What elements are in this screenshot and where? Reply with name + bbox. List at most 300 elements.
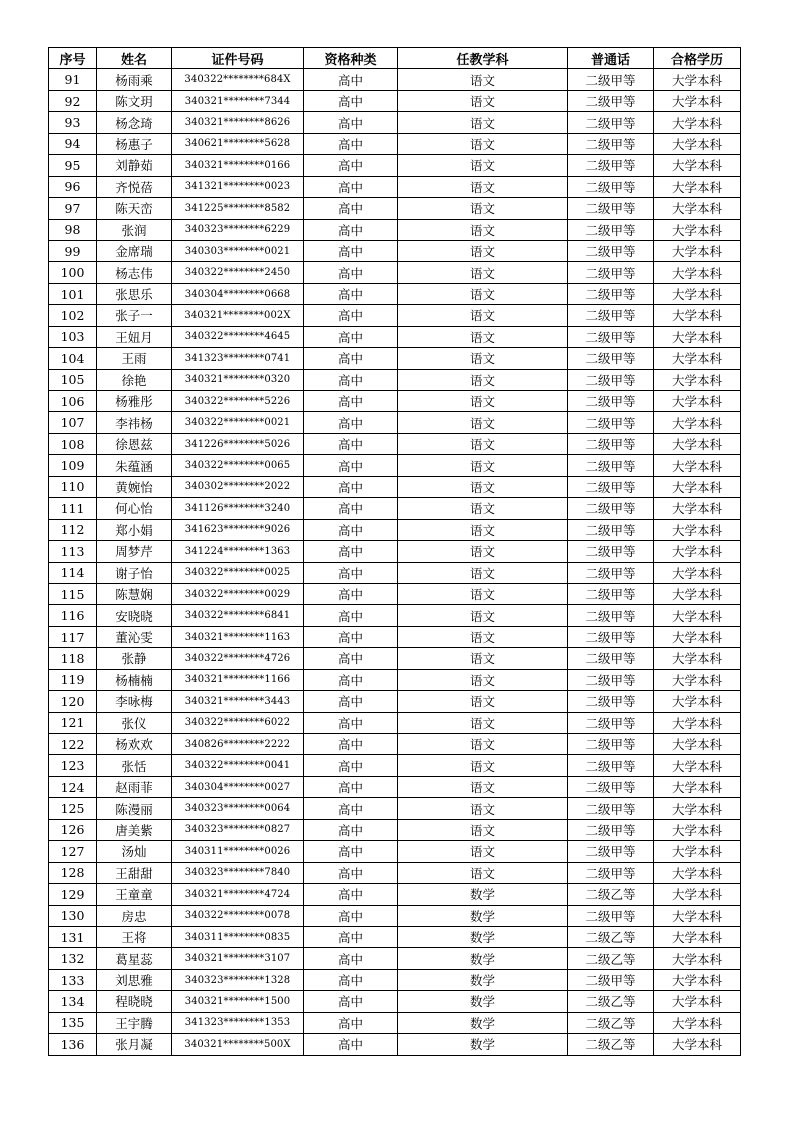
cell-id-number: 341225********8582 — [172, 198, 304, 219]
cell-id-number: 340304********0668 — [172, 283, 304, 304]
table-row — [49, 133, 741, 154]
cell-subject: 语文 — [398, 498, 568, 519]
cell-qualification-type: 高中 — [304, 991, 398, 1012]
cell-mandarin-level: 二级乙等 — [568, 991, 654, 1012]
cell-subject: 数学 — [398, 948, 568, 969]
cell-serial: 119 — [49, 669, 97, 690]
cell-id-number: 340321********1166 — [172, 669, 304, 690]
cell-name: 杨志伟 — [97, 262, 172, 283]
cell-education: 大学本科 — [654, 519, 741, 540]
cell-name: 杨念琦 — [97, 112, 172, 133]
cell-name: 张月凝 — [97, 1034, 172, 1055]
cell-mandarin-level: 二级甲等 — [568, 348, 654, 369]
cell-mandarin-level: 二级甲等 — [568, 776, 654, 797]
cell-name: 杨惠子 — [97, 133, 172, 154]
header-education: 合格学历 — [654, 48, 741, 69]
cell-name: 杨楠楠 — [97, 669, 172, 690]
cell-name: 陈天峦 — [97, 198, 172, 219]
table-row — [49, 283, 741, 304]
cell-education: 大学本科 — [654, 669, 741, 690]
cell-serial: 121 — [49, 712, 97, 733]
cell-qualification-type: 高中 — [304, 819, 398, 840]
cell-qualification-type: 高中 — [304, 884, 398, 905]
cell-education: 大学本科 — [654, 712, 741, 733]
cell-serial: 131 — [49, 926, 97, 947]
cell-subject: 语文 — [398, 283, 568, 304]
cell-qualification-type: 高中 — [304, 583, 398, 604]
cell-subject: 语文 — [398, 712, 568, 733]
table-row — [49, 519, 741, 540]
cell-mandarin-level: 二级甲等 — [568, 433, 654, 454]
cell-education: 大学本科 — [654, 776, 741, 797]
cell-education: 大学本科 — [654, 391, 741, 412]
cell-id-number: 340322********6841 — [172, 605, 304, 626]
cell-mandarin-level: 二级甲等 — [568, 669, 654, 690]
cell-name: 葛星蕊 — [97, 948, 172, 969]
table-row — [49, 112, 741, 133]
cell-education: 大学本科 — [654, 283, 741, 304]
cell-serial: 125 — [49, 798, 97, 819]
cell-serial: 92 — [49, 90, 97, 111]
cell-mandarin-level: 二级甲等 — [568, 198, 654, 219]
cell-serial: 123 — [49, 755, 97, 776]
cell-qualification-type: 高中 — [304, 541, 398, 562]
cell-serial: 118 — [49, 648, 97, 669]
table-row — [49, 433, 741, 454]
table-row — [49, 305, 741, 326]
cell-id-number: 340321********7344 — [172, 90, 304, 111]
cell-education: 大学本科 — [654, 348, 741, 369]
cell-mandarin-level: 二级甲等 — [568, 176, 654, 197]
cell-education: 大学本科 — [654, 1034, 741, 1055]
table-row — [49, 583, 741, 604]
cell-qualification-type: 高中 — [304, 1034, 398, 1055]
cell-name: 王雨 — [97, 348, 172, 369]
cell-qualification-type: 高中 — [304, 841, 398, 862]
cell-subject: 数学 — [398, 991, 568, 1012]
table-row — [49, 626, 741, 647]
cell-name: 唐美紫 — [97, 819, 172, 840]
cell-education: 大学本科 — [654, 455, 741, 476]
cell-subject: 数学 — [398, 926, 568, 947]
cell-mandarin-level: 二级甲等 — [568, 712, 654, 733]
cell-mandarin-level: 二级甲等 — [568, 133, 654, 154]
header-qualification-type: 资格种类 — [304, 48, 398, 69]
cell-serial: 104 — [49, 348, 97, 369]
cell-qualification-type: 高中 — [304, 133, 398, 154]
cell-id-number: 340323********1328 — [172, 969, 304, 990]
table-row — [49, 691, 741, 712]
cell-mandarin-level: 二级甲等 — [568, 90, 654, 111]
cell-education: 大学本科 — [654, 219, 741, 240]
table-row — [49, 648, 741, 669]
cell-education: 大学本科 — [654, 926, 741, 947]
cell-id-number: 340311********0835 — [172, 926, 304, 947]
cell-name: 王甜甜 — [97, 862, 172, 883]
cell-id-number: 340322********5226 — [172, 391, 304, 412]
cell-name: 李祎杨 — [97, 412, 172, 433]
cell-mandarin-level: 二级甲等 — [568, 583, 654, 604]
cell-name: 房忠 — [97, 905, 172, 926]
cell-subject: 数学 — [398, 1034, 568, 1055]
cell-serial: 105 — [49, 369, 97, 390]
cell-qualification-type: 高中 — [304, 669, 398, 690]
cell-mandarin-level: 二级甲等 — [568, 262, 654, 283]
cell-id-number: 340321********3443 — [172, 691, 304, 712]
cell-mandarin-level: 二级甲等 — [568, 112, 654, 133]
cell-name: 程晓晓 — [97, 991, 172, 1012]
table-row — [49, 412, 741, 433]
cell-serial: 122 — [49, 734, 97, 755]
cell-mandarin-level: 二级甲等 — [568, 455, 654, 476]
cell-mandarin-level: 二级甲等 — [568, 240, 654, 261]
cell-name: 张润 — [97, 219, 172, 240]
cell-subject: 语文 — [398, 541, 568, 562]
table-row — [49, 219, 741, 240]
cell-serial: 102 — [49, 305, 97, 326]
cell-name: 齐悦蓓 — [97, 176, 172, 197]
cell-education: 大学本科 — [654, 69, 741, 90]
cell-education: 大学本科 — [654, 626, 741, 647]
cell-name: 陈文玥 — [97, 90, 172, 111]
cell-serial: 114 — [49, 562, 97, 583]
cell-serial: 98 — [49, 219, 97, 240]
cell-qualification-type: 高中 — [304, 755, 398, 776]
cell-name: 周梦芹 — [97, 541, 172, 562]
cell-name: 谢子怡 — [97, 562, 172, 583]
cell-id-number: 341323********1353 — [172, 1012, 304, 1033]
cell-serial: 96 — [49, 176, 97, 197]
cell-qualification-type: 高中 — [304, 476, 398, 497]
cell-id-number: 340322********2450 — [172, 262, 304, 283]
cell-qualification-type: 高中 — [304, 240, 398, 261]
cell-id-number: 340322********4645 — [172, 326, 304, 347]
table-row — [49, 198, 741, 219]
cell-qualification-type: 高中 — [304, 969, 398, 990]
cell-name: 汤灿 — [97, 841, 172, 862]
cell-subject: 语文 — [398, 755, 568, 776]
cell-education: 大学本科 — [654, 1012, 741, 1033]
cell-name: 黄婉怡 — [97, 476, 172, 497]
cell-mandarin-level: 二级甲等 — [568, 562, 654, 583]
cell-mandarin-level: 二级甲等 — [568, 541, 654, 562]
table-row — [49, 562, 741, 583]
cell-education: 大学本科 — [654, 133, 741, 154]
cell-mandarin-level: 二级甲等 — [568, 369, 654, 390]
cell-education: 大学本科 — [654, 648, 741, 669]
cell-subject: 语文 — [398, 605, 568, 626]
cell-name: 张静 — [97, 648, 172, 669]
cell-id-number: 340322********0041 — [172, 755, 304, 776]
cell-qualification-type: 高中 — [304, 412, 398, 433]
cell-subject: 语文 — [398, 176, 568, 197]
cell-mandarin-level: 二级甲等 — [568, 819, 654, 840]
cell-qualification-type: 高中 — [304, 734, 398, 755]
table-row — [49, 712, 741, 733]
cell-subject: 语文 — [398, 433, 568, 454]
cell-id-number: 340321********0320 — [172, 369, 304, 390]
cell-education: 大学本科 — [654, 305, 741, 326]
cell-education: 大学本科 — [654, 991, 741, 1012]
cell-subject: 语文 — [398, 819, 568, 840]
cell-education: 大学本科 — [654, 198, 741, 219]
table-row — [49, 884, 741, 905]
header-row — [49, 48, 741, 69]
cell-name: 徐恩兹 — [97, 433, 172, 454]
cell-name: 刘静茹 — [97, 155, 172, 176]
table-row — [49, 841, 741, 862]
table-header — [49, 48, 741, 69]
cell-mandarin-level: 二级甲等 — [568, 69, 654, 90]
table-row — [49, 455, 741, 476]
cell-qualification-type: 高中 — [304, 69, 398, 90]
cell-id-number: 340621********5628 — [172, 133, 304, 154]
cell-qualification-type: 高中 — [304, 112, 398, 133]
cell-serial: 127 — [49, 841, 97, 862]
cell-name: 张子一 — [97, 305, 172, 326]
cell-education: 大学本科 — [654, 541, 741, 562]
cell-qualification-type: 高中 — [304, 691, 398, 712]
cell-qualification-type: 高中 — [304, 926, 398, 947]
cell-name: 朱蕴涵 — [97, 455, 172, 476]
cell-subject: 语文 — [398, 412, 568, 433]
cell-education: 大学本科 — [654, 734, 741, 755]
table-row — [49, 1012, 741, 1033]
cell-mandarin-level: 二级乙等 — [568, 948, 654, 969]
cell-subject: 语文 — [398, 798, 568, 819]
cell-mandarin-level: 二级乙等 — [568, 1012, 654, 1033]
cell-serial: 130 — [49, 905, 97, 926]
cell-name: 杨雨乘 — [97, 69, 172, 90]
cell-id-number: 340322********0029 — [172, 583, 304, 604]
cell-id-number: 340322********4726 — [172, 648, 304, 669]
cell-id-number: 340321********8626 — [172, 112, 304, 133]
header-name: 姓名 — [97, 48, 172, 69]
cell-serial: 109 — [49, 455, 97, 476]
cell-serial: 132 — [49, 948, 97, 969]
cell-mandarin-level: 二级甲等 — [568, 734, 654, 755]
cell-mandarin-level: 二级甲等 — [568, 862, 654, 883]
cell-serial: 135 — [49, 1012, 97, 1033]
cell-name: 董沁雯 — [97, 626, 172, 647]
cell-mandarin-level: 二级甲等 — [568, 691, 654, 712]
cell-subject: 语文 — [398, 240, 568, 261]
cell-qualification-type: 高中 — [304, 905, 398, 926]
cell-education: 大学本科 — [654, 262, 741, 283]
cell-id-number: 340304********0027 — [172, 776, 304, 797]
cell-education: 大学本科 — [654, 691, 741, 712]
cell-qualification-type: 高中 — [304, 712, 398, 733]
cell-subject: 语文 — [398, 776, 568, 797]
cell-serial: 103 — [49, 326, 97, 347]
cell-id-number: 340323********0827 — [172, 819, 304, 840]
cell-serial: 120 — [49, 691, 97, 712]
table-row — [49, 1034, 741, 1055]
table-row — [49, 498, 741, 519]
table-row — [49, 541, 741, 562]
cell-serial: 116 — [49, 605, 97, 626]
cell-qualification-type: 高中 — [304, 562, 398, 583]
cell-mandarin-level: 二级甲等 — [568, 412, 654, 433]
cell-subject: 数学 — [398, 969, 568, 990]
cell-qualification-type: 高中 — [304, 433, 398, 454]
cell-mandarin-level: 二级甲等 — [568, 476, 654, 497]
cell-mandarin-level: 二级甲等 — [568, 498, 654, 519]
table-row — [49, 605, 741, 626]
cell-name: 安晓晓 — [97, 605, 172, 626]
cell-subject: 语文 — [398, 90, 568, 111]
table-row — [49, 391, 741, 412]
table-row — [49, 926, 741, 947]
cell-qualification-type: 高中 — [304, 326, 398, 347]
cell-mandarin-level: 二级甲等 — [568, 283, 654, 304]
cell-education: 大学本科 — [654, 176, 741, 197]
cell-subject: 语文 — [398, 862, 568, 883]
cell-mandarin-level: 二级乙等 — [568, 1034, 654, 1055]
cell-name: 金席瑞 — [97, 240, 172, 261]
cell-education: 大学本科 — [654, 905, 741, 926]
cell-subject: 语文 — [398, 133, 568, 154]
cell-qualification-type: 高中 — [304, 369, 398, 390]
cell-education: 大学本科 — [654, 969, 741, 990]
cell-name: 王宇腾 — [97, 1012, 172, 1033]
table-row — [49, 948, 741, 969]
cell-serial: 110 — [49, 476, 97, 497]
cell-subject: 语文 — [398, 305, 568, 326]
cell-education: 大学本科 — [654, 583, 741, 604]
cell-id-number: 341224********1363 — [172, 541, 304, 562]
cell-serial: 134 — [49, 991, 97, 1012]
cell-subject: 语文 — [398, 455, 568, 476]
cell-qualification-type: 高中 — [304, 798, 398, 819]
table-row — [49, 776, 741, 797]
cell-id-number: 340323********7840 — [172, 862, 304, 883]
cell-id-number: 341623********9026 — [172, 519, 304, 540]
cell-qualification-type: 高中 — [304, 262, 398, 283]
cell-serial: 124 — [49, 776, 97, 797]
cell-name: 杨雅彤 — [97, 391, 172, 412]
cell-name: 李咏梅 — [97, 691, 172, 712]
cell-education: 大学本科 — [654, 498, 741, 519]
cell-qualification-type: 高中 — [304, 90, 398, 111]
cell-mandarin-level: 二级甲等 — [568, 155, 654, 176]
cell-mandarin-level: 二级甲等 — [568, 755, 654, 776]
cell-mandarin-level: 二级甲等 — [568, 648, 654, 669]
cell-name: 张仪 — [97, 712, 172, 733]
cell-education: 大学本科 — [654, 112, 741, 133]
cell-subject: 语文 — [398, 391, 568, 412]
cell-name: 郑小娟 — [97, 519, 172, 540]
table-row — [49, 905, 741, 926]
cell-qualification-type: 高中 — [304, 455, 398, 476]
cell-serial: 95 — [49, 155, 97, 176]
header-serial: 序号 — [49, 48, 97, 69]
cell-subject: 语文 — [398, 562, 568, 583]
cell-name: 王童童 — [97, 884, 172, 905]
table-row — [49, 369, 741, 390]
cell-id-number: 341321********0023 — [172, 176, 304, 197]
table-body — [49, 69, 741, 1055]
cell-id-number: 340826********2222 — [172, 734, 304, 755]
cell-qualification-type: 高中 — [304, 283, 398, 304]
table-row — [49, 90, 741, 111]
header-id-number: 证件号码 — [172, 48, 304, 69]
cell-serial: 136 — [49, 1034, 97, 1055]
cell-name: 王将 — [97, 926, 172, 947]
cell-education: 大学本科 — [654, 326, 741, 347]
cell-subject: 语文 — [398, 519, 568, 540]
cell-subject: 语文 — [398, 69, 568, 90]
cell-name: 张恬 — [97, 755, 172, 776]
cell-id-number: 340303********0021 — [172, 240, 304, 261]
cell-serial: 101 — [49, 283, 97, 304]
cell-qualification-type: 高中 — [304, 348, 398, 369]
cell-serial: 99 — [49, 240, 97, 261]
cell-subject: 语文 — [398, 841, 568, 862]
cell-qualification-type: 高中 — [304, 862, 398, 883]
cell-subject: 语文 — [398, 669, 568, 690]
cell-subject: 语文 — [398, 348, 568, 369]
cell-subject: 语文 — [398, 369, 568, 390]
cell-education: 大学本科 — [654, 476, 741, 497]
cell-subject: 语文 — [398, 155, 568, 176]
cell-serial: 129 — [49, 884, 97, 905]
cell-education: 大学本科 — [654, 412, 741, 433]
cell-serial: 112 — [49, 519, 97, 540]
cell-subject: 语文 — [398, 734, 568, 755]
cell-name: 刘思雅 — [97, 969, 172, 990]
cell-qualification-type: 高中 — [304, 391, 398, 412]
cell-mandarin-level: 二级甲等 — [568, 519, 654, 540]
cell-mandarin-level: 二级甲等 — [568, 326, 654, 347]
cell-name: 张思乐 — [97, 283, 172, 304]
cell-serial: 117 — [49, 626, 97, 647]
cell-qualification-type: 高中 — [304, 198, 398, 219]
cell-education: 大学本科 — [654, 798, 741, 819]
cell-id-number: 340323********0064 — [172, 798, 304, 819]
cell-education: 大学本科 — [654, 90, 741, 111]
cell-name: 徐艳 — [97, 369, 172, 390]
table-row — [49, 819, 741, 840]
cell-id-number: 340323********6229 — [172, 219, 304, 240]
cell-education: 大学本科 — [654, 862, 741, 883]
cell-id-number: 341126********3240 — [172, 498, 304, 519]
cell-qualification-type: 高中 — [304, 948, 398, 969]
cell-id-number: 340302********2022 — [172, 476, 304, 497]
cell-name: 赵雨菲 — [97, 776, 172, 797]
cell-id-number: 340322********684X — [172, 69, 304, 90]
cell-serial: 107 — [49, 412, 97, 433]
cell-education: 大学本科 — [654, 819, 741, 840]
cell-subject: 语文 — [398, 583, 568, 604]
cell-mandarin-level: 二级甲等 — [568, 219, 654, 240]
cell-education: 大学本科 — [654, 155, 741, 176]
cell-id-number: 340321********500X — [172, 1034, 304, 1055]
cell-mandarin-level: 二级甲等 — [568, 905, 654, 926]
cell-id-number: 340322********0025 — [172, 562, 304, 583]
cell-serial: 94 — [49, 133, 97, 154]
table-row — [49, 476, 741, 497]
cell-name: 王妞月 — [97, 326, 172, 347]
cell-id-number: 341323********0741 — [172, 348, 304, 369]
cell-subject: 语文 — [398, 648, 568, 669]
table-row — [49, 734, 741, 755]
cell-subject: 语文 — [398, 112, 568, 133]
cell-id-number: 340321********0166 — [172, 155, 304, 176]
header-mandarin-level: 普通话 — [568, 48, 654, 69]
cell-qualification-type: 高中 — [304, 605, 398, 626]
cell-education: 大学本科 — [654, 948, 741, 969]
